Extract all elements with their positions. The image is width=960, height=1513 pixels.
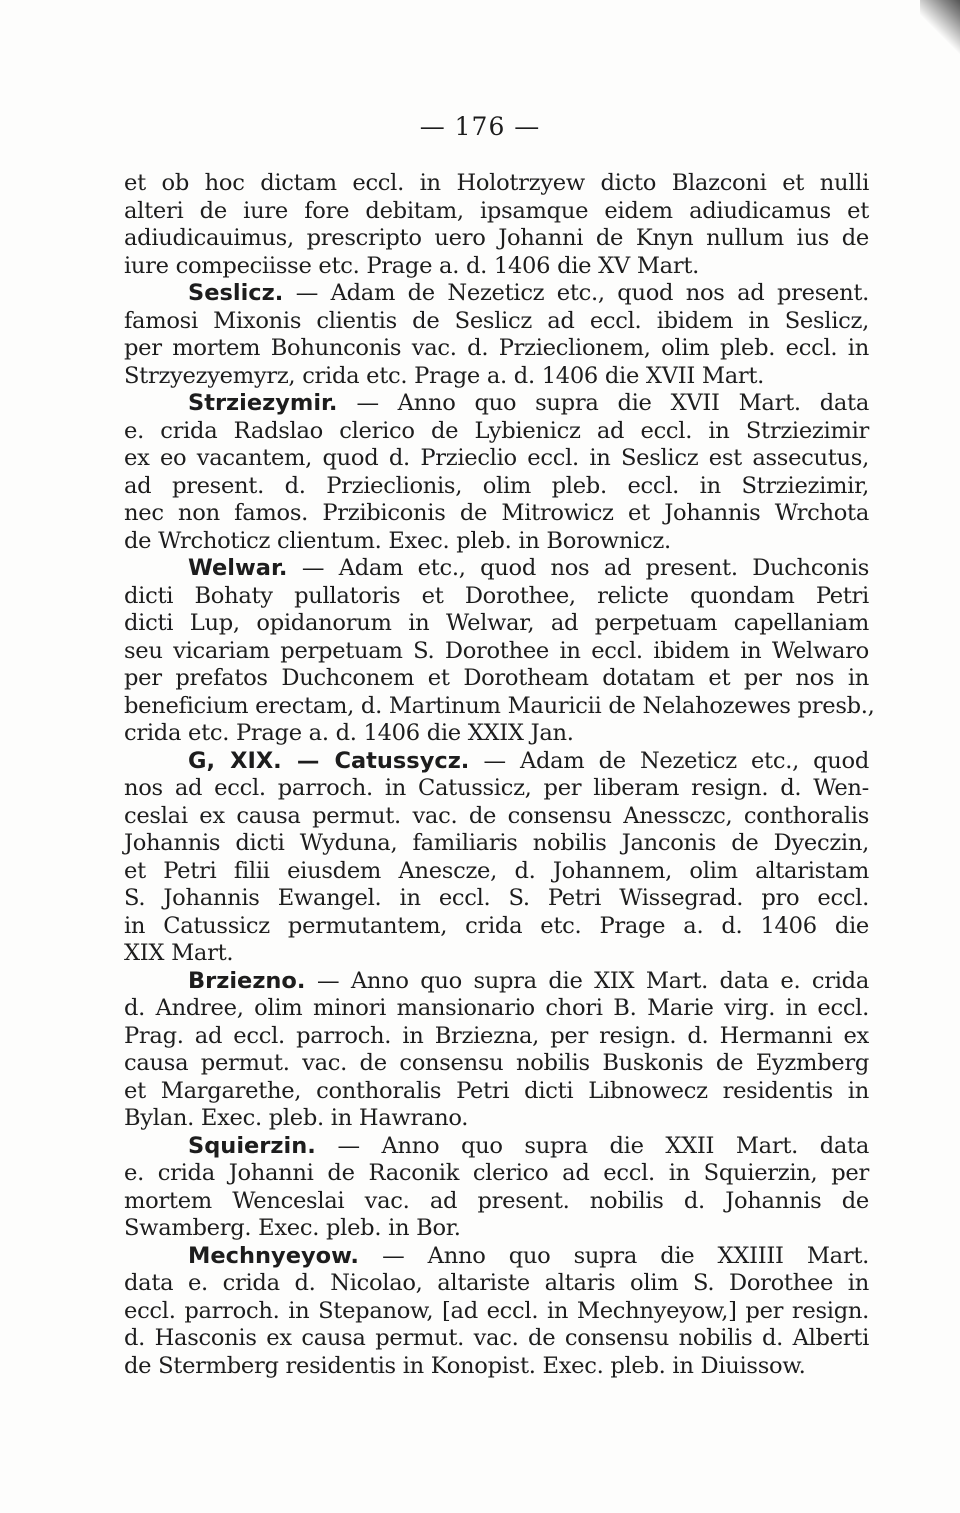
- line-text: de Wrchoticz clientum. Exec. pleb. in Borownicz.: [124, 527, 671, 554]
- line-text: — Anno quo supra die XXIIII Mart.: [358, 1242, 869, 1269]
- line-text: beneficium erectam, d. Martinum Mauricii de Nelahozewes presb.,: [124, 692, 875, 719]
- line-text: in Catussicz permutantem, crida etc. Prage a. d. 1406 die: [124, 912, 869, 939]
- entry-heading: Welwar.: [188, 555, 288, 581]
- text-line: [124, 583, 869, 611]
- text-line: [124, 1215, 869, 1243]
- text-line: [124, 1325, 869, 1353]
- text-line: [124, 1353, 869, 1381]
- text-line: [124, 1298, 869, 1326]
- entry: [124, 968, 869, 1133]
- text-line: [124, 363, 869, 391]
- text-line: [124, 665, 869, 693]
- text-line: [124, 858, 869, 886]
- text-line: [124, 1078, 869, 1106]
- line-text: et ob hoc dictam eccl. in Holotrzyew dicto Blazconi et nulli: [124, 170, 869, 196]
- entry: [124, 748, 869, 968]
- text-line: [124, 473, 869, 501]
- text-line: [124, 445, 869, 473]
- entry: [124, 390, 869, 555]
- entry: [124, 1243, 869, 1381]
- line-text: ex eo vacantem, quod d. Przieclio eccl. in Seslicz est assecutus,: [124, 445, 869, 471]
- line-text: mortem Wenceslai vac. ad present. nobilis d. Johannis de: [124, 1187, 869, 1214]
- entry-heading: Squierzin.: [188, 1132, 316, 1159]
- entry-heading: Brziezno.: [188, 967, 306, 994]
- line-text: data e. crida d. Nicolao, altariste altaris olim S. Dorothee in: [124, 1270, 869, 1296]
- text-line: [124, 1270, 869, 1298]
- line-text: alteri de iure fore debitam, ipsamque eidem adiudicamus et: [124, 197, 869, 224]
- text-line: [124, 390, 869, 418]
- line-text: adiudicauimus, prescripto uero Johanni de Knyn nullum ius de: [124, 225, 869, 251]
- entry-heading: Strziezymir.: [188, 390, 338, 416]
- line-text: e. crida Radslao clerico de Lybienicz ad eccl. in Strziezimir: [124, 417, 869, 444]
- line-text: ad present. d. Przieclionis, olim pleb. eccl. in Strziezimir,: [124, 472, 869, 499]
- text-line: [124, 335, 869, 363]
- text-line: [124, 198, 869, 226]
- page-corner-shadow: [920, 0, 960, 60]
- text-line: [124, 1133, 869, 1161]
- text-line: [124, 418, 869, 446]
- line-text: ceslai ex causa permut. vac. de consensu Anessczc, conthoralis: [124, 802, 869, 829]
- line-text: XIX Mart.: [124, 940, 234, 966]
- line-text: Prag. ad eccl. parroch. in Brziezna, per resign. d. Hermanni ex: [124, 1022, 869, 1049]
- text-line: [124, 500, 869, 528]
- line-text: — Adam etc., quod nos ad present. Duchconis: [287, 555, 869, 581]
- text-line: [124, 1160, 869, 1188]
- line-text: famosi Mixonis clientis de Seslicz ad eccl. ibidem in Seslicz,: [124, 307, 869, 334]
- line-text: e. crida Johanni de Raconik clerico ad eccl. in Squierzin, per: [124, 1160, 869, 1186]
- body-text: [124, 170, 875, 1380]
- text-line: [124, 748, 869, 776]
- text-line: [124, 280, 869, 308]
- text-line: [124, 555, 869, 583]
- text-line: [124, 1023, 869, 1051]
- text-line: [124, 638, 869, 666]
- line-text: dicti Bohaty pullatoris et Dorothee, relicte quondam Petri: [124, 582, 869, 609]
- text-line: [124, 610, 869, 638]
- entry-heading: G, XIX. — Catussycz.: [188, 747, 470, 774]
- line-text: nos ad eccl. parroch. in Catussicz, per liberam resign. d. Wen-: [124, 775, 869, 801]
- line-text: nec non famos. Przibiconis de Mitrowicz et Johannis Wrchota: [124, 500, 869, 526]
- line-text: per mortem Bohunconis vac. d. Przieclionem, olim pleb. eccl. in: [124, 335, 869, 361]
- text-line: [124, 1105, 869, 1133]
- line-text: seu vicariam perpetuam S. Dorothee in eccl. ibidem in Welwaro: [124, 637, 869, 664]
- entry: [124, 1133, 869, 1243]
- text-line: [124, 225, 869, 253]
- text-line: [124, 968, 869, 996]
- line-text: — Adam de Nezeticz etc., quod: [469, 747, 869, 774]
- entry: [124, 280, 869, 390]
- line-text: Swamberg. Exec. pleb. in Bor.: [124, 1215, 461, 1241]
- text-line: [124, 1188, 869, 1216]
- text-line: [124, 913, 869, 941]
- entry: [124, 170, 869, 280]
- line-text: de Stermberg residentis in Konopist. Exec. pleb. in Diuissow.: [124, 1352, 806, 1379]
- line-text: — Anno quo supra die XXII Mart. data: [315, 1132, 869, 1159]
- text-line: [124, 1243, 869, 1271]
- line-text: eccl. parroch. in Stepanow, [ad eccl. in Mechnyeyow,] per resign.: [124, 1297, 869, 1324]
- line-text: — Anno quo supra die XIX Mart. data e. crida: [305, 967, 869, 994]
- entry-heading: Seslicz.: [188, 280, 284, 306]
- text-line: [124, 995, 869, 1023]
- entry: [124, 555, 875, 748]
- line-text: — Adam de Nezeticz etc., quod nos ad present.: [283, 280, 869, 306]
- line-text: Strzyezyemyrz, crida etc. Prage a. d. 1406 die XVII Mart.: [124, 362, 765, 389]
- line-text: et Margarethe, conthoralis Petri dicti Libnowecz residentis in: [124, 1077, 869, 1104]
- line-text: S. Johannis Ewangel. in eccl. S. Petri Wissegrad. pro eccl.: [124, 885, 869, 911]
- line-text: causa permut. vac. de consensu nobilis Buskonis de Eyzmberg: [124, 1050, 869, 1076]
- line-text: crida etc. Prage a. d. 1406 die XXIX Jan.: [124, 720, 574, 746]
- line-text: d. Hasconis ex causa permut. vac. de consensu nobilis d. Alberti: [124, 1325, 869, 1351]
- line-text: Johannis dicti Wyduna, familiaris nobilis Janconis de Dyeczin,: [124, 830, 869, 856]
- text-line: [124, 720, 869, 748]
- text-line: [124, 775, 869, 803]
- text-line: [124, 170, 869, 198]
- line-text: d. Andree, olim minori mansionario chori B. Marie virg. in eccl.: [124, 995, 869, 1021]
- line-text: dicti Lup, opidanorum in Welwar, ad perpetuam capellaniam: [124, 610, 869, 636]
- page-number: — 176 —: [419, 112, 541, 141]
- line-text: iure compeciisse etc. Prage a. d. 1406 die XV Mart.: [124, 252, 699, 279]
- text-line: [124, 528, 869, 556]
- line-text: et Petri filii eiusdem Anescze, d. Johannem, olim altaristam: [124, 857, 869, 884]
- text-line: [124, 830, 869, 858]
- entry-heading: Mechnyeyow.: [188, 1242, 359, 1269]
- line-text: Bylan. Exec. pleb. in Hawrano.: [124, 1105, 469, 1131]
- line-text: per prefatos Duchconem et Dorotheam dotatam et per nos in: [124, 665, 869, 691]
- text-line: [124, 885, 869, 913]
- line-text: — Anno quo supra die XVII Mart. data: [337, 390, 869, 416]
- text-line: [124, 253, 869, 281]
- text-line: [124, 308, 869, 336]
- text-line: [124, 692, 875, 721]
- text-line: [124, 803, 869, 831]
- text-line: [124, 1050, 869, 1078]
- text-line: [124, 940, 869, 968]
